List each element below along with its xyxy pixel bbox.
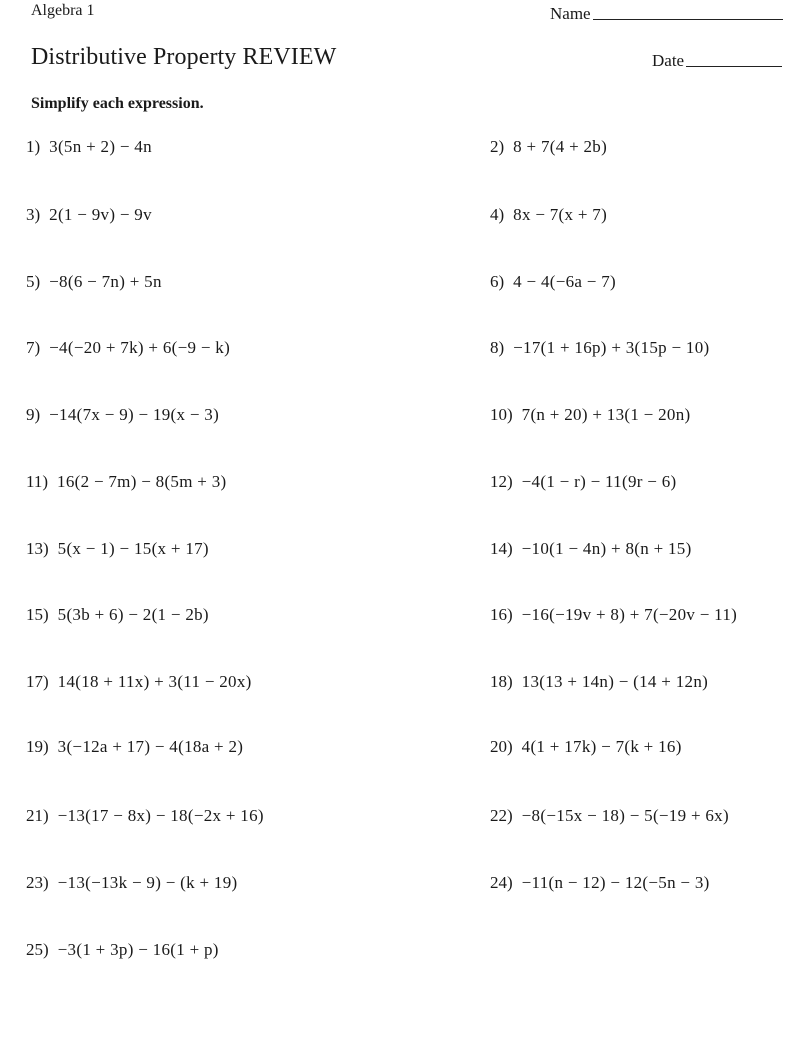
problem-number: 1)	[26, 137, 41, 156]
problem-number: 10)	[490, 405, 513, 424]
problem-9	[26, 405, 219, 425]
problem-number: 6)	[490, 272, 505, 291]
problem-15	[26, 605, 209, 625]
problem-expression: −3(1 + 3p) − 16(1 + p)	[57, 940, 219, 959]
problem-expression: 13(13 + 14n) − (14 + 12n)	[521, 672, 709, 691]
problem-number: 3)	[26, 205, 41, 224]
problem-expression: −14(7x − 9) − 19(x − 3)	[49, 405, 220, 424]
problem-3	[26, 205, 152, 225]
problem-20	[490, 737, 682, 757]
name-label: Name	[550, 4, 591, 23]
problem-8	[490, 338, 709, 358]
problem-expression: 16(2 − 7m) − 8(5m + 3)	[57, 472, 227, 491]
problem-number: 8)	[490, 338, 505, 357]
problem-expression: 8x − 7(x + 7)	[513, 205, 608, 224]
problem-16	[490, 605, 737, 625]
problem-number: 21)	[26, 806, 49, 825]
problem-number: 24)	[490, 873, 513, 892]
problem-23	[26, 873, 237, 893]
name-blank-line[interactable]	[593, 19, 783, 20]
problem-expression: −8(6 − 7n) + 5n	[49, 272, 162, 291]
problem-expression: 2(1 − 9v) − 9v	[49, 205, 152, 224]
problem-22	[490, 806, 729, 826]
problem-number: 17)	[26, 672, 49, 691]
problem-number: 7)	[26, 338, 41, 357]
problem-number: 23)	[26, 873, 49, 892]
problem-number: 14)	[490, 539, 513, 558]
problem-number: 16)	[490, 605, 513, 624]
problem-expression: −13(17 − 8x) − 18(−2x + 16)	[57, 806, 264, 825]
date-blank-line[interactable]	[686, 66, 782, 67]
problem-24	[490, 873, 710, 893]
problem-number: 22)	[490, 806, 513, 825]
problem-number: 19)	[26, 737, 49, 756]
problem-7	[26, 338, 230, 358]
problem-expression: 5(x − 1) − 15(x + 17)	[57, 539, 209, 558]
problem-number: 13)	[26, 539, 49, 558]
problem-expression: −8(−15x − 18) − 5(−19 + 6x)	[521, 806, 729, 825]
problem-expression: −10(1 − 4n) + 8(n + 15)	[521, 539, 692, 558]
name-field[interactable]	[550, 4, 783, 24]
problem-expression: 3(−12a + 17) − 4(18a + 2)	[57, 737, 244, 756]
problem-expression: 4 − 4(−6a − 7)	[513, 272, 617, 291]
problem-1	[26, 137, 152, 157]
problem-number: 5)	[26, 272, 41, 291]
problem-11	[26, 472, 226, 492]
problem-number: 4)	[490, 205, 505, 224]
course-label: Algebra 1	[31, 2, 95, 19]
problem-21	[26, 806, 264, 826]
problem-number: 9)	[26, 405, 41, 424]
problem-19	[26, 737, 243, 757]
problem-10	[490, 405, 690, 425]
problem-number: 20)	[490, 737, 513, 756]
problem-5	[26, 272, 162, 292]
problem-number: 18)	[490, 672, 513, 691]
worksheet-title: Distributive Property REVIEW	[31, 44, 337, 70]
problem-14	[490, 539, 692, 559]
problem-expression: 4(1 + 17k) − 7(k + 16)	[521, 737, 682, 756]
problem-17	[26, 672, 252, 692]
problem-number: 2)	[490, 137, 505, 156]
problem-number: 11)	[26, 472, 49, 491]
problem-expression: −13(−13k − 9) − (k + 19)	[57, 873, 238, 892]
problem-number: 12)	[490, 472, 513, 491]
date-label: Date	[652, 51, 685, 70]
problem-expression: 14(18 + 11x) + 3(11 − 20x)	[57, 672, 252, 691]
problem-expression: 7(n + 20) + 13(1 − 20n)	[521, 405, 691, 424]
problem-4	[490, 205, 607, 225]
problem-25	[26, 940, 219, 960]
problem-12	[490, 472, 676, 492]
problem-13	[26, 539, 209, 559]
problem-expression: 3(5n + 2) − 4n	[49, 137, 152, 156]
problem-expression: −17(1 + 16p) + 3(15p − 10)	[513, 338, 710, 357]
problem-expression: 8 + 7(4 + 2b)	[513, 137, 608, 156]
problem-18	[490, 672, 708, 692]
problem-number: 25)	[26, 940, 49, 959]
problem-6	[490, 272, 616, 292]
problem-expression: −4(−20 + 7k) + 6(−9 − k)	[49, 338, 231, 357]
problem-number: 15)	[26, 605, 49, 624]
problem-2	[490, 137, 607, 157]
date-field[interactable]	[652, 51, 782, 71]
problem-expression: 5(3b + 6) − 2(1 − 2b)	[57, 605, 209, 624]
problem-expression: −11(n − 12) − 12(−5n − 3)	[521, 873, 710, 892]
instructions: Simplify each expression.	[31, 95, 204, 112]
problem-expression: −16(−19v + 8) + 7(−20v − 11)	[521, 605, 738, 624]
problem-expression: −4(1 − r) − 11(9r − 6)	[521, 472, 677, 491]
